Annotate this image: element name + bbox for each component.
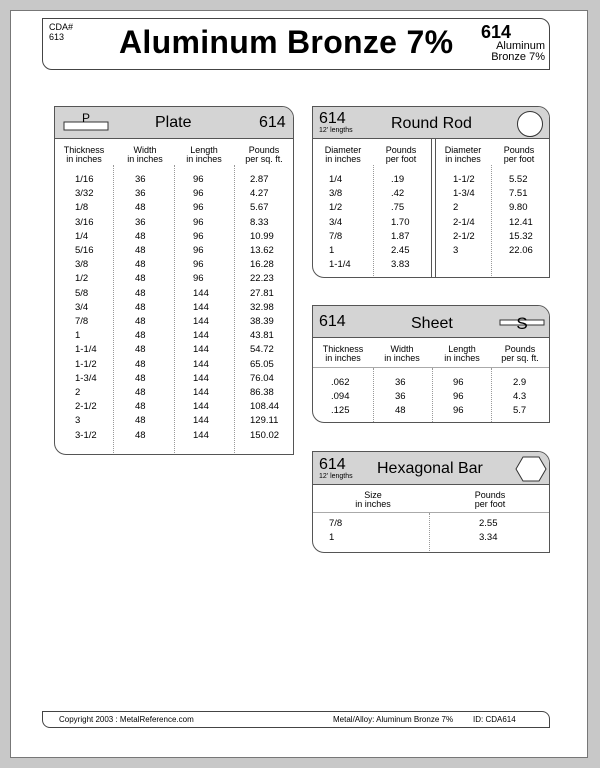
sheet-pounds-cell: 5.7 [513, 405, 527, 417]
rod-diam-left-list [329, 173, 351, 272]
plate-width-cell: 48 [135, 259, 146, 271]
plate-pounds-cell: 13.62 [250, 245, 274, 257]
plate-length-cell: 96 [193, 273, 204, 285]
plate-thickness-cell: 3-1/2 [75, 429, 97, 441]
plate-width-cell: 48 [135, 415, 146, 427]
rod-lbs-right-cell: 15.32 [509, 230, 533, 242]
plate-length-cell: 144 [193, 344, 209, 356]
round-rod-icon [515, 110, 545, 138]
rod-col-lbs-right: Pounds per foot [503, 145, 535, 164]
hex-size-cell: 1 [329, 532, 335, 544]
plate-pounds-cell: 16.28 [250, 259, 274, 271]
plate-width-cell: 48 [135, 330, 146, 342]
rod-diam-left-cell: 1 [329, 245, 335, 257]
plate-thickness-cell: 3 [75, 415, 81, 427]
round-rod-title: Round Rod [391, 115, 472, 132]
plate-width-cell: 48 [135, 230, 146, 242]
cda-label [49, 22, 73, 42]
plate-thickness-cell: 7/8 [75, 316, 89, 328]
plate-icon-letter: P [81, 112, 91, 125]
header-alloy-line1: Aluminum [496, 40, 545, 52]
rod-col-diam-left: Diameter in inches [324, 145, 362, 164]
plate-width-cell: 48 [135, 202, 146, 214]
sheet-pounds-cell: 2.9 [513, 377, 527, 388]
plate-pounds-cell: 129.11 [250, 415, 279, 427]
rod-diam-right-cell: 2 [453, 202, 459, 214]
hex-bar-title: Hexagonal Bar [377, 460, 483, 477]
sheet-length-cell: 96 [453, 405, 464, 417]
plate-pounds-cell: 4.27 [250, 188, 269, 200]
plate-width-cell: 48 [135, 245, 146, 257]
plate-pounds-cell: 43.81 [250, 330, 274, 342]
hex-pounds-list [479, 517, 498, 545]
sheet-width-list [395, 376, 406, 419]
rod-divider-center-2 [435, 139, 436, 278]
plate-divider-3 [234, 165, 235, 455]
plate-length-cell: 144 [193, 330, 209, 342]
hex-pounds-cell: 2.55 [479, 518, 498, 529]
plate-width-cell: 36 [135, 174, 146, 185]
plate-col-pounds: Pounds per sq. ft. [245, 145, 283, 164]
rod-diam-left-cell: 1/4 [329, 174, 343, 185]
rod-lbs-left-list [391, 173, 410, 272]
plate-thickness-cell: 1 [75, 330, 81, 342]
sheet-panel [312, 305, 550, 423]
plate-thickness-cell: 1/4 [75, 230, 89, 242]
hex-header-rule [313, 512, 550, 513]
sheet-length-list [453, 376, 464, 419]
hex-bar-sub: 12' lengths [319, 473, 353, 480]
plate-icon [63, 112, 109, 132]
plate-length-cell: 144 [193, 429, 209, 441]
plate-pounds-cell: 27.81 [250, 287, 274, 299]
round-rod-sub: 12' lengths [319, 127, 353, 134]
round-rod-panel [312, 106, 550, 278]
plate-thickness-cell: 5/16 [75, 245, 94, 257]
plate-width-cell: 48 [135, 287, 146, 299]
rod-diam-right-cell: 2-1/4 [453, 216, 475, 228]
plate-thickness-cell: 1/2 [75, 273, 89, 285]
rod-lbs-right-list [509, 173, 533, 258]
rod-lbs-left-cell: 1.70 [391, 216, 410, 228]
plate-pounds-cell: 76.04 [250, 372, 274, 384]
rod-lbs-right-cell: 12.41 [509, 216, 533, 228]
cda-label-text: CDA# [49, 22, 74, 32]
sheet-pounds-list [513, 376, 526, 419]
plate-width-cell: 48 [135, 429, 146, 441]
rod-diam-right-list [453, 173, 475, 258]
plate-width-list [135, 173, 146, 443]
plate-thickness-cell: 1/16 [75, 174, 94, 185]
sheet-thickness-list [331, 376, 350, 419]
plate-length-cell: 144 [193, 387, 209, 399]
sheet-code: 614 [319, 313, 346, 330]
rod-lbs-left-cell: .19 [391, 174, 405, 185]
rod-diam-left-cell: 3/4 [329, 216, 343, 228]
sheet-icon-letter: S [516, 314, 528, 333]
rod-lbs-left-cell: .42 [391, 188, 405, 200]
plate-pounds-list [250, 173, 279, 443]
plate-length-cell: 96 [193, 245, 204, 257]
plate-pounds-cell: 10.99 [250, 230, 274, 242]
sheet-divider-2 [432, 368, 433, 423]
sheet-divider-3 [491, 368, 492, 423]
rod-lbs-right-cell: 9.80 [509, 202, 528, 214]
rod-lbs-left-cell: 1.87 [391, 230, 410, 242]
header-code: 614 [480, 22, 511, 42]
plate-col-width: Width in inches [127, 145, 163, 164]
plate-length-cell: 144 [193, 415, 209, 427]
sheet-width-cell: 36 [395, 391, 406, 403]
plate-width-cell: 36 [135, 216, 146, 228]
plate-thickness-cell: 3/8 [75, 259, 89, 271]
rod-divider-3 [491, 165, 492, 278]
header-box [42, 18, 550, 70]
plate-pounds-cell: 54.72 [250, 344, 274, 356]
plate-width-cell: 48 [135, 316, 146, 328]
plate-col-thickness: Thickness in inches [63, 145, 105, 164]
sheet-col-pounds: Pounds per sq. ft. [501, 344, 539, 363]
plate-length-cell: 96 [193, 174, 204, 185]
plate-length-cell: 96 [193, 230, 204, 242]
plate-length-cell: 96 [193, 216, 204, 228]
plate-thickness-cell: 3/16 [75, 216, 94, 228]
plate-length-cell: 144 [193, 316, 209, 328]
rod-divider-1 [373, 165, 374, 278]
rod-divider-center [431, 139, 432, 278]
plate-pounds-cell: 86.38 [250, 387, 274, 399]
sheet-thickness-cell: .125 [331, 405, 350, 417]
sheet-col-thickness: Thickness in inches [322, 344, 364, 363]
sheet-col-length: Length in inches [444, 344, 480, 363]
plate-length-cell: 96 [193, 188, 204, 200]
sheet-thickness-cell: .094 [331, 391, 350, 403]
hex-col-size: Size in inches [355, 490, 391, 509]
hexagon-icon [515, 455, 547, 483]
rod-diam-right-cell: 1-1/2 [453, 174, 475, 185]
sheet-width-cell: 48 [395, 405, 406, 417]
plate-width-cell: 48 [135, 273, 146, 285]
plate-length-cell: 144 [193, 301, 209, 313]
plate-pounds-cell: 32.98 [250, 301, 274, 313]
hex-bar-code: 614 [319, 456, 346, 473]
sheet-title: Sheet [411, 315, 453, 332]
header-alloy [491, 41, 545, 63]
hex-size-list [329, 517, 342, 545]
sheet-divider-1 [373, 368, 374, 423]
sheet-length-cell: 96 [453, 377, 464, 388]
rod-diam-left-cell: 1-1/4 [329, 259, 351, 271]
plate-pounds-cell: 108.44 [250, 401, 280, 413]
footer-id: ID: CDA614 [473, 715, 516, 724]
sheet-icon [499, 312, 545, 334]
plate-pounds-cell: 150.02 [250, 429, 280, 441]
rod-diam-right-cell: 3 [453, 245, 459, 257]
plate-length-cell: 144 [193, 372, 209, 384]
plate-length-cell: 144 [193, 287, 209, 299]
page-title: Aluminum Bronze 7% [119, 24, 454, 60]
rod-diam-left-cell: 1/2 [329, 202, 343, 214]
rod-lbs-right-cell: 22.06 [509, 245, 533, 257]
rod-diam-left-cell: 3/8 [329, 188, 343, 200]
rod-diam-right-cell: 1-3/4 [453, 188, 475, 200]
hex-bar-panel [312, 451, 550, 553]
plate-title: Plate [155, 114, 192, 131]
footer-copyright: Copyright 2003 : MetalReference.com [59, 715, 194, 724]
plate-length-cell: 144 [193, 401, 209, 413]
plate-length-cell: 96 [193, 259, 204, 271]
plate-thickness-cell: 1/8 [75, 202, 89, 214]
rod-lbs-left-cell: 2.45 [391, 245, 410, 257]
plate-thickness-cell: 1-1/4 [75, 344, 97, 356]
plate-thickness-cell: 1-3/4 [75, 372, 97, 384]
plate-width-cell: 48 [135, 344, 146, 356]
rod-diam-left-cell: 7/8 [329, 230, 343, 242]
rod-col-lbs-left: Pounds per foot [385, 145, 417, 164]
plate-length-list [193, 173, 209, 443]
round-rod-code: 614 [319, 110, 346, 127]
sheet-col-width: Width in inches [384, 344, 420, 363]
rod-lbs-left-cell: 3.83 [391, 259, 410, 271]
hex-size-cell: 7/8 [329, 518, 343, 529]
plate-pounds-cell: 2.87 [250, 174, 269, 185]
sheet-length-cell: 96 [453, 391, 464, 403]
header-alloy-line2: Bronze 7% [491, 51, 545, 63]
hex-divider [429, 513, 430, 553]
plate-thickness-list [75, 173, 97, 443]
plate-thickness-cell: 1-1/2 [75, 358, 97, 370]
rod-lbs-right-cell: 7.51 [509, 188, 528, 200]
plate-width-cell: 48 [135, 372, 146, 384]
plate-thickness-cell: 2-1/2 [75, 401, 97, 413]
plate-pounds-cell: 38.39 [250, 316, 274, 328]
sheet-width-cell: 36 [395, 377, 406, 388]
rod-lbs-right-cell: 5.52 [509, 174, 528, 185]
plate-pounds-cell: 8.33 [250, 216, 269, 228]
plate-pounds-cell: 65.05 [250, 358, 274, 370]
hex-col-pounds: Pounds per foot [474, 490, 506, 509]
plate-thickness-cell: 2 [75, 387, 81, 399]
plate-width-cell: 48 [135, 387, 146, 399]
rod-col-diam-right: Diameter in inches [444, 145, 482, 164]
plate-thickness-cell: 3/32 [75, 188, 94, 200]
plate-width-cell: 48 [135, 301, 146, 313]
plate-panel [54, 106, 294, 455]
sheet-thickness-cell: .062 [331, 377, 350, 388]
rod-diam-right-cell: 2-1/2 [453, 230, 475, 242]
plate-length-cell: 144 [193, 358, 209, 370]
plate-divider-1 [113, 165, 114, 455]
footer [42, 711, 550, 728]
plate-divider-2 [174, 165, 175, 455]
sheet-pounds-cell: 4.3 [513, 391, 527, 403]
plate-thickness-cell: 5/8 [75, 287, 89, 299]
plate-code: 614 [259, 114, 286, 131]
cda-number: 613 [49, 32, 65, 42]
plate-pounds-cell: 5.67 [250, 202, 269, 214]
plate-thickness-cell: 3/4 [75, 301, 89, 313]
plate-pounds-cell: 22.23 [250, 273, 274, 285]
plate-length-cell: 96 [193, 202, 204, 214]
footer-metal-alloy: Metal/Alloy: Aluminum Bronze 7% [333, 715, 454, 724]
plate-width-cell: 48 [135, 358, 146, 370]
plate-width-cell: 36 [135, 188, 146, 200]
plate-col-length: Length in inches [186, 145, 222, 164]
plate-width-cell: 48 [135, 401, 146, 413]
rod-lbs-left-cell: .75 [391, 202, 405, 214]
hex-pounds-cell: 3.34 [479, 532, 498, 544]
